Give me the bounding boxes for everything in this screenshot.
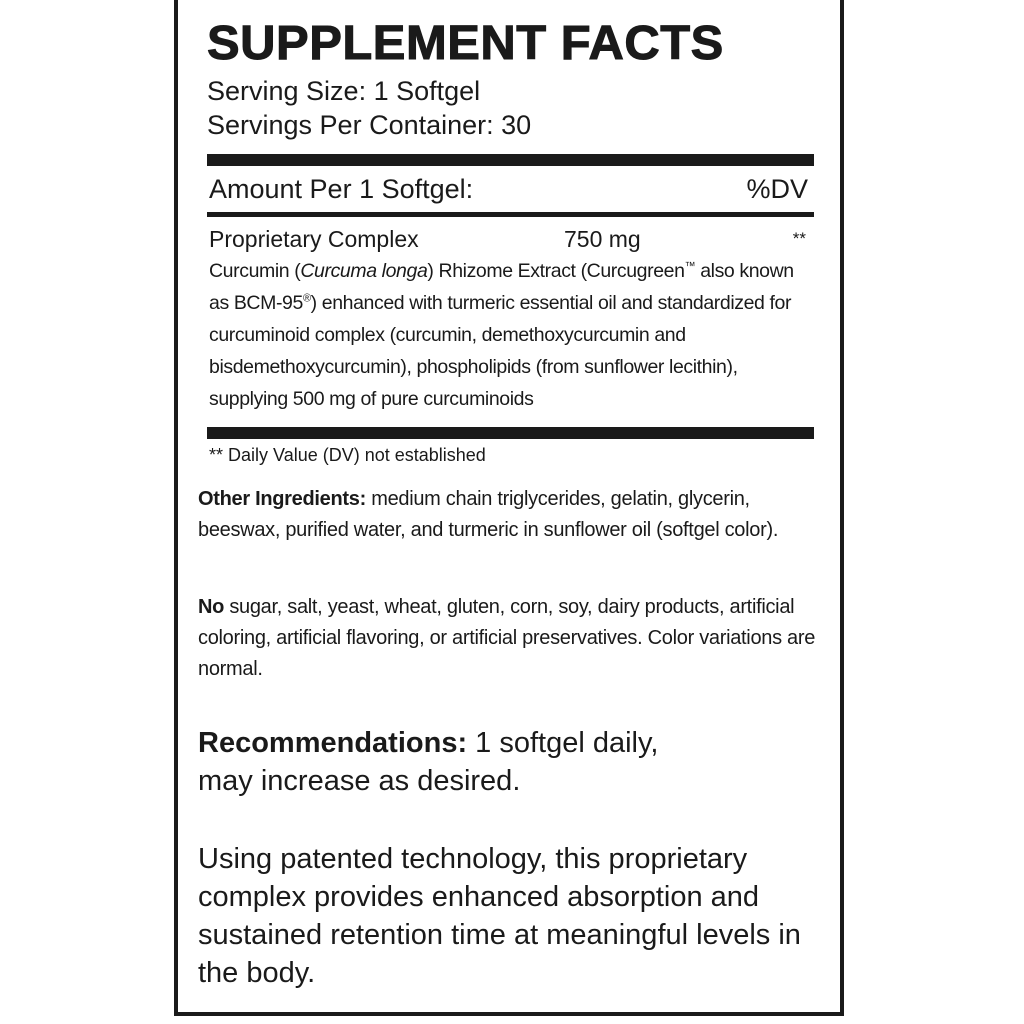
desc-latin-name: Curcuma longa	[300, 260, 428, 282]
servings-per-container: Servings Per Container: 30	[207, 110, 532, 140]
serving-size: Serving Size: 1 Softgel	[207, 76, 481, 106]
thick-divider	[207, 154, 814, 166]
supplement-facts-panel	[207, 18, 814, 467]
other-ingredients-label: Other Ingredients:	[198, 488, 366, 510]
desc-part-2: ) Rhizome Extract (Curcugreen	[427, 260, 685, 282]
recommendations-text: 1 softgel daily, may increase as desired.	[198, 727, 659, 797]
complex-name: Proprietary Complex	[209, 226, 419, 252]
technology-note: Using patented technology, this proprietary complex provides enhanced absorption and sustained retention time at meaningful levels in the body.	[198, 843, 801, 989]
thick-divider-bottom	[207, 427, 814, 439]
recommendations-label: Recommendations:	[198, 727, 468, 759]
desc-part-1: Curcumin (	[209, 260, 301, 282]
other-ingredients	[198, 484, 833, 546]
facts-title: SUPPLEMENT FACTS	[207, 17, 724, 70]
amount-label: Amount Per 1 Softgel:	[209, 174, 474, 204]
free-from-label: No	[198, 596, 225, 618]
complex-amount: 750 mg	[564, 226, 641, 252]
trademark-symbol: ™	[684, 260, 696, 273]
desc-part-3: also known as BCM-95	[209, 260, 794, 314]
recommendations	[198, 724, 688, 800]
registered-symbol: ®	[302, 292, 311, 305]
amount-header-row	[207, 166, 814, 212]
free-from-statement	[198, 592, 833, 685]
dv-header: %DV	[746, 174, 808, 204]
free-from-text: sugar, salt, yeast, wheat, gluten, corn, soy, dairy products, artificial coloring, artificial flavoring, or artificial preservatives. Color variations are normal.	[198, 596, 816, 680]
complex-description	[207, 253, 814, 421]
complex-dv: **	[792, 229, 806, 248]
complex-row	[207, 217, 814, 253]
dv-footnote: ** Daily Value (DV) not established	[209, 445, 486, 465]
other-ingredients-text: medium chain triglycerides, gelatin, glycerin, beeswax, purified water, and turmeric in sunflower oil (softgel color).	[198, 488, 779, 541]
desc-part-4: ) enhanced with turmeric essential oil and standardized for curcuminoid complex (curcumin, demethoxycurcumin and bisdemethoxycurcumin), phospholipids (from sunflower lecithin), supplying 500 mg of pure curcuminoids	[209, 292, 792, 410]
